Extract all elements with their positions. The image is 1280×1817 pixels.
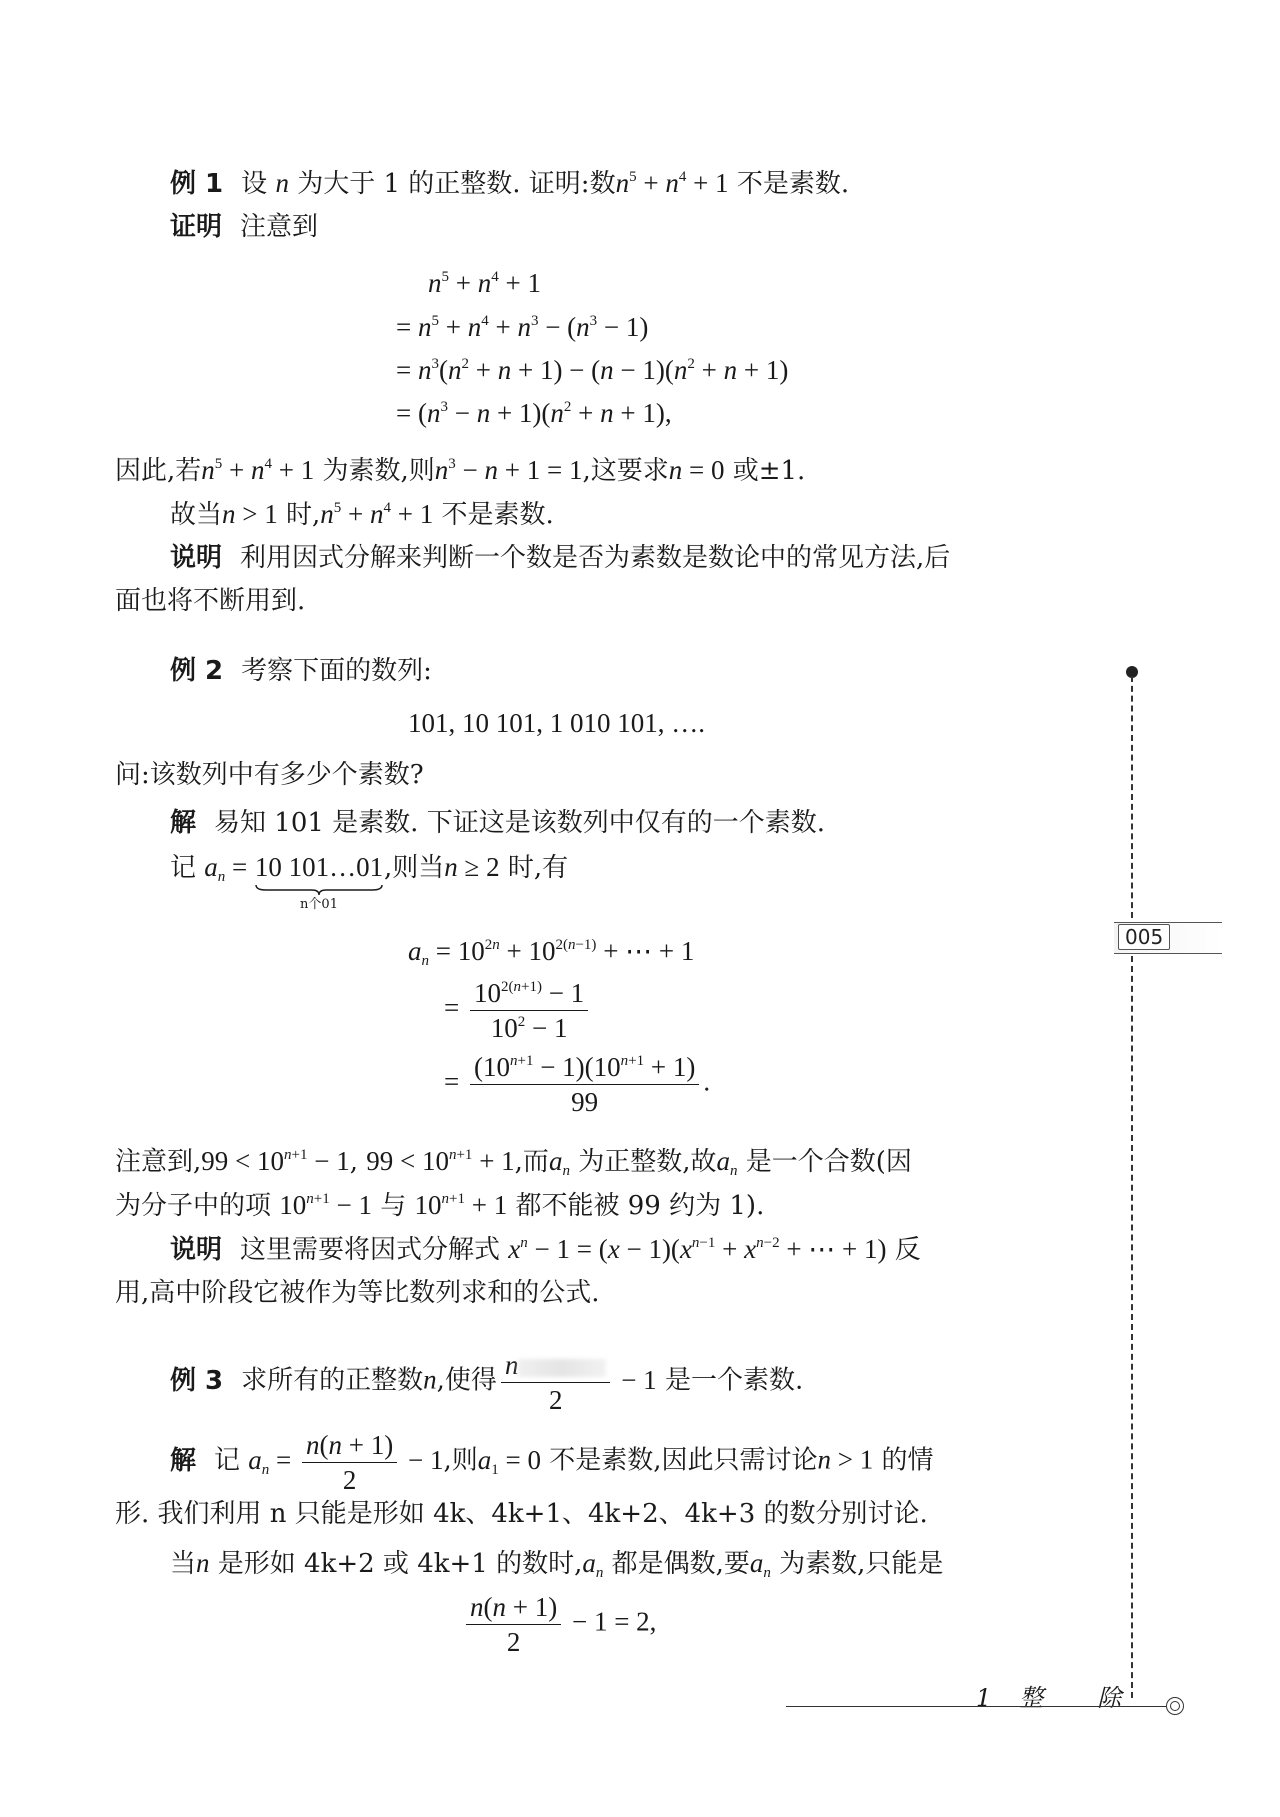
text: 都不能被 99 约为 1). [515,1191,765,1221]
text: ,则当 [384,853,445,883]
text: , [349,1147,358,1177]
text: 故当 [170,500,223,530]
paragraph: 用,高中阶段它被作为等比数列求和的公式. [115,1278,600,1308]
paragraph: 当n 是形如 4k+2 或 4k+1 的数时$,a_n$ 都是偶数,要$a_n$ 为素数,只能是 [170,1548,944,1581]
example-2-statement [170,654,432,688]
text: 设 [241,169,268,199]
underbrace [254,850,384,912]
text: 面也将不断用到. [115,586,306,616]
page-number: 005 [1118,924,1170,950]
example-3-statement: 例 3 求所有的正整数n,使得 $\frac{n}{2}$ − 1 是一个素数. [170,1350,804,1415]
chapter-footer: 1 整 除 [976,1684,1124,1712]
note-paragraph: 说明 这里需要将因式分解式 $x^n - 1 = (x - 1)(x^{n-1} + x^{n-2}$ + ⋯ + 1) 反 [170,1234,921,1265]
equation-line: = $n^5 + n^4 + n^3 - (n^3 - 1)$ [396,312,649,342]
equation-line: $n^5 + n^4 + 1$ [428,268,541,298]
margin-dashed-line [1131,676,1133,918]
text: 都是偶数,要 [611,1549,750,1579]
solution-label: 解 [170,1445,197,1476]
definition-line: 记 $a_n$ = 10 101…01 n个01 ,则当n ≥ 2 时,有 [170,852,569,912]
text: 反 [894,1235,921,1265]
paragraph [115,584,305,618]
text: 与 [380,1191,407,1221]
paragraph: 为分子中的项 $10^{n+1} - 1$ 与 $10^{n+1} + 1$ 都不能被 99 约为 1). [115,1190,765,1221]
text: 是一个素数. [664,1365,804,1396]
text: 考察下面的数列: [241,656,432,686]
text: ,使得 [436,1365,497,1396]
text: 时,有 [507,853,569,883]
underbrace-icon [254,884,384,896]
text: 时, [286,500,321,530]
text: 不是素数. [736,169,850,199]
text: 求所有的正整数 [241,1365,424,1396]
equation-line: $\frac{n(n + 1)}{2}$ − 1 = 2, [462,1592,656,1657]
footer-rule [786,1706,1166,1707]
question: 问:该数列中有多少个素数? [115,760,424,790]
note-label: 说明 [170,543,223,573]
equation-line: = $\frac{10^{2(n+1)} - 1}{10^2 - 1}$ [444,978,592,1043]
solution-label: 解 [170,808,197,838]
text: 为素数,则 [322,456,435,486]
text: 10 101…01 [254,852,384,882]
text: 是形如 4k+2 或 4k+1 的数时, [217,1549,583,1579]
solution-intro [170,806,825,840]
proof-label: 证明 [170,212,223,242]
text: 注意到 [240,212,319,242]
footer-ring-icon [1166,1697,1184,1715]
text: 不是素数. [441,500,554,530]
equation-line: = $(n^3 - n + 1)(n^2 + n + 1)$, [396,398,672,428]
note-label: 说明 [170,1235,223,1265]
text: 易知 101 是素数. 下证这是该数列中仅有的一个素数. [214,808,825,838]
text: 记 [214,1445,241,1476]
text: 注意到, [115,1147,202,1177]
equation-line: = $\frac{(10^{n+1} - 1)(10^{n+1} + 1)}{99}$ . [444,1052,711,1117]
text: 记 [170,853,197,883]
paragraph: 形. 我们利用 n 只能是形如 4k、4k+1、4k+2、4k+3 的数分别讨论. [115,1499,928,1529]
text: 这里需要将因式分解式 [240,1235,501,1265]
text: ,而 [514,1147,549,1177]
text: n个01 [300,897,338,912]
example-2-label: 例 2 [170,656,224,686]
text: 不是素数,因此只需讨论 [549,1445,818,1476]
redacted-blur [518,1359,606,1377]
paragraph: 注意到$,99 < 10^{n+1} - 1$, $99 < 10^{n+1} + 1$,而$a_n$ 为正整数,故$a_n$ 是一个合数(因 [115,1146,912,1179]
equation-line: = $n^3(n^2 + n + 1) - (n - 1)(n^2 + n + 1)$ [396,355,789,385]
equation-line: $a_n = 10^{2n} + 10^{2(n-1)}$ + ⋯ + 1 [408,936,695,969]
text: 为大于 1 的正整数. 证明:数 [297,169,616,199]
sequence: 101, 10 101, 1 010 101, …. [408,708,705,738]
text: 或±1. [732,456,806,486]
text: 为素数,只能是 [779,1549,944,1579]
solution-paragraph: 解 记 $a_n$ = $\frac{n(n + 1)}{2}$ − 1,则$a_1 = 0$ 不是素数,因此只需讨论n > 1 的情 [170,1430,934,1495]
example-1-label: 例 1 [170,169,224,199]
text: ,则 [443,1445,478,1476]
note-paragraph [170,541,950,575]
margin-dashed-line [1131,956,1133,1698]
text: 的情 [881,1445,934,1476]
example-3-label: 例 3 [170,1365,224,1396]
text: 是一个合数(因 [745,1147,912,1177]
text: ,这要求 [582,456,669,486]
text: 利用因式分解来判断一个数是否为素数是数论中的常见方法,后 [240,543,951,573]
paragraph: 故当n > 1 时$,n^5 + n^4 + 1$ 不是素数. [170,499,554,530]
text: 因此,若 [115,456,202,486]
paragraph: 因此,若$n^5 + n^4 + 1$ 为素数,则$n^3 - n + 1 = 1$,这要求n = 0 或±1. [115,455,806,486]
text: 为正整数,故 [578,1147,717,1177]
example-1-statement: 例 1 设 n 为大于 1 的正整数. 证明:数$n^5 + n^4 + 1$ 不是素数. [170,168,850,199]
proof-intro [170,210,318,244]
text: 当 [170,1549,197,1579]
text: 为分子中的项 [115,1191,272,1221]
